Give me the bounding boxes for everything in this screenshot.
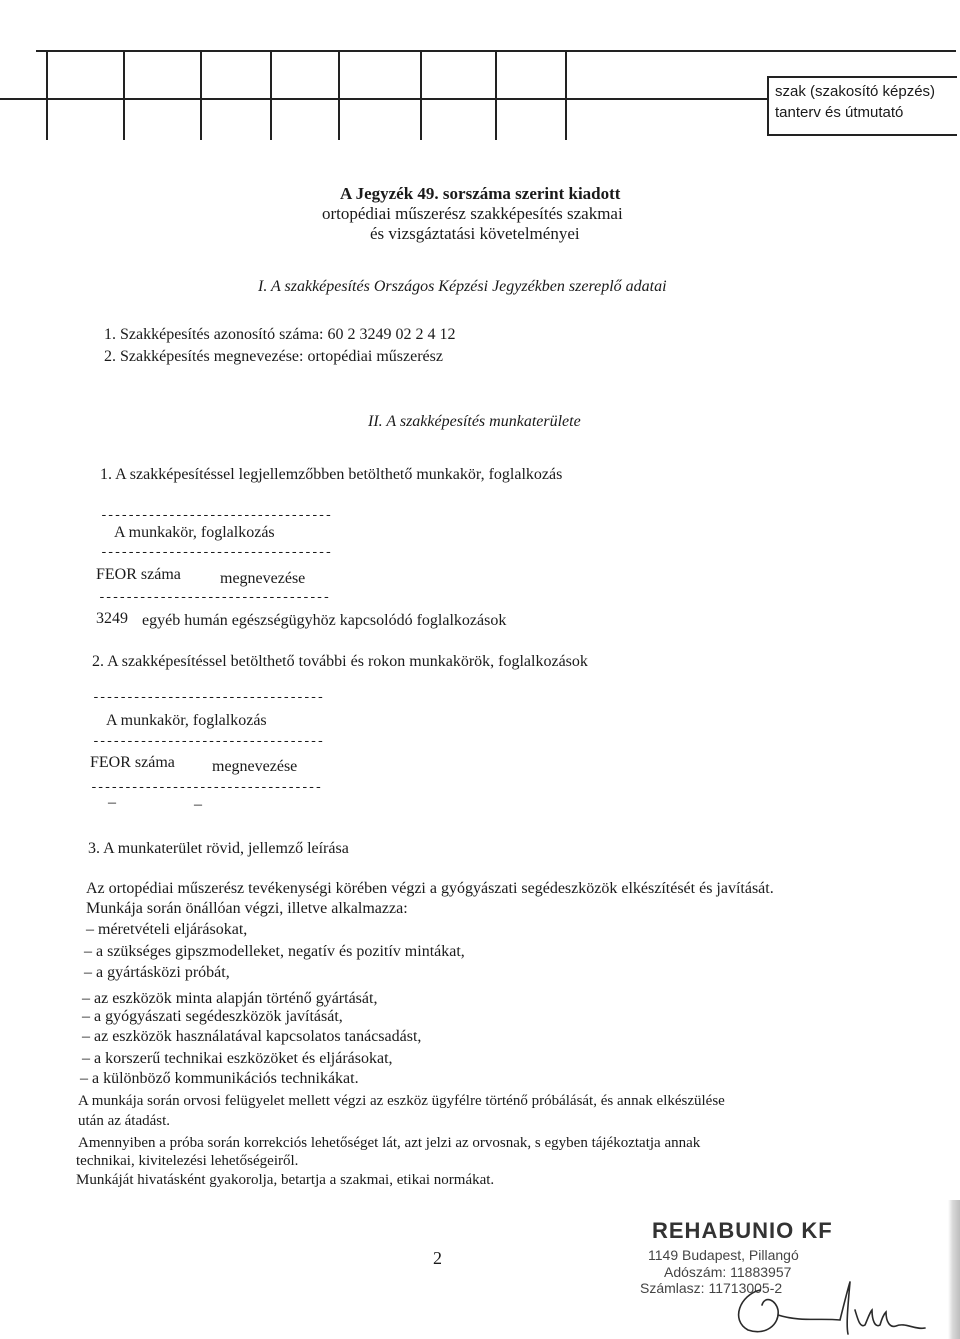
section2-item3: 3. A munkaterület rövid, jellemző leírása	[88, 840, 349, 857]
list-item: – az eszközök minta alapján történő gyártását,	[82, 990, 378, 1007]
table1-rule-bottom: ----------------------------------	[98, 590, 330, 605]
title-line1: A Jegyzék 49. sorszáma szerint kiadott	[340, 184, 621, 203]
list-item: – a gyártásközi próbát,	[84, 964, 230, 981]
description-para2: Munkája során önállóan végzi, illetve alkalmazza:	[86, 900, 408, 917]
stamp-company: REHABUNIO KF	[652, 1218, 833, 1243]
page-number: 2	[433, 1248, 442, 1268]
header-box-line2: tanterv és útmutató	[775, 104, 904, 121]
list-item: – a korszerű technikai eszközöket és eljárásokat,	[82, 1050, 393, 1067]
list-item: – méretvételi eljárásokat,	[86, 921, 248, 938]
table2-col-header: A munkakör, foglalkozás	[106, 712, 267, 729]
header-box-line1: szak (szakosító képzés)	[775, 83, 936, 100]
table1-rule-mid: ----------------------------------	[100, 545, 332, 560]
table2-row-code: –	[108, 794, 116, 811]
list-item: – az eszközök használatával kapcsolatos tanácsadást,	[82, 1028, 422, 1045]
list-item: – a különböző kommunikációs technikákat.	[80, 1070, 359, 1087]
section2-item1: 1. A szakképesítéssel legjellemzőbben betölthető munkakör, foglalkozás	[100, 466, 563, 483]
scan-edge-artifact	[948, 1200, 960, 1339]
table1-feor-label: FEOR száma	[96, 566, 181, 583]
title-line2: ortopédiai műszerész szakképesítés szakmai	[322, 204, 623, 223]
table2-row-name: –	[194, 796, 202, 813]
table2-rule-mid: ----------------------------------	[92, 734, 324, 749]
table1-name-label: megnevezése	[220, 570, 306, 587]
table2-rule-top: ----------------------------------	[92, 690, 324, 705]
description-para1: Az ortopédiai műszerész tevékenységi körében végzi a gyógyászati segédeszközök elkészítését és javítását.	[86, 880, 774, 897]
list-item: – a gyógyászati segédeszközök javítását,	[82, 1008, 343, 1025]
stamp-address: 1149 Budapest, Pillangó	[648, 1247, 799, 1263]
description-para3-line2: után az átadást.	[78, 1113, 171, 1129]
table1-col-header: A munkakör, foglalkozás	[114, 524, 275, 541]
title-line3: és vizsgáztatási követelményei	[370, 224, 580, 243]
table1-row-code: 3249	[96, 610, 128, 627]
description-para3-line1: A munkája során orvosi felügyelet mellett végzi az eszköz ügyfélre történő próbálását, és annak elkészülése	[78, 1093, 725, 1109]
table2-name-label: megnevezése	[212, 758, 298, 775]
description-para5: Munkáját hivatásként gyakorolja, betartja a szakmai, etikai normákat.	[76, 1172, 495, 1188]
table2-feor-label: FEOR száma	[90, 754, 175, 771]
description-para4-line2: technikai, kivitelezési lehetőségeiről.	[76, 1153, 299, 1169]
stamp-account: Számlasz: 11713005-2	[640, 1280, 783, 1296]
section2-heading: II. A szakképesítés munkaterülete	[368, 413, 581, 430]
signature-drawing	[720, 1270, 940, 1339]
section1-heading: I. A szakképesítés Országos Képzési Jegyzékben szereplő adatai	[258, 278, 667, 295]
table1-row-name: egyéb humán egészségügyhöz kapcsolódó foglalkozások	[142, 612, 507, 629]
table2-rule-bottom: ----------------------------------	[90, 780, 322, 795]
description-para4-line1: Amennyiben a próba során korrekciós lehetőséget lát, azt jelzi az orvosnak, s egyben tájékoztatja annak	[78, 1135, 701, 1151]
stamp-tax: Adószám: 11883957	[664, 1264, 792, 1280]
table1-rule-top: ----------------------------------	[100, 508, 332, 523]
section1-item2: 2. Szakképesítés megnevezése: ortopédiai műszerész	[104, 348, 443, 365]
section2-item2: 2. A szakképesítéssel betölthető további és rokon munkakörök, foglalkozások	[92, 653, 588, 670]
list-item: – a szükséges gipszmodelleket, negatív és pozitív mintákat,	[84, 943, 465, 960]
section1-item1: 1. Szakképesítés azonosító száma: 60 2 3249 02 2 4 12	[104, 326, 456, 343]
